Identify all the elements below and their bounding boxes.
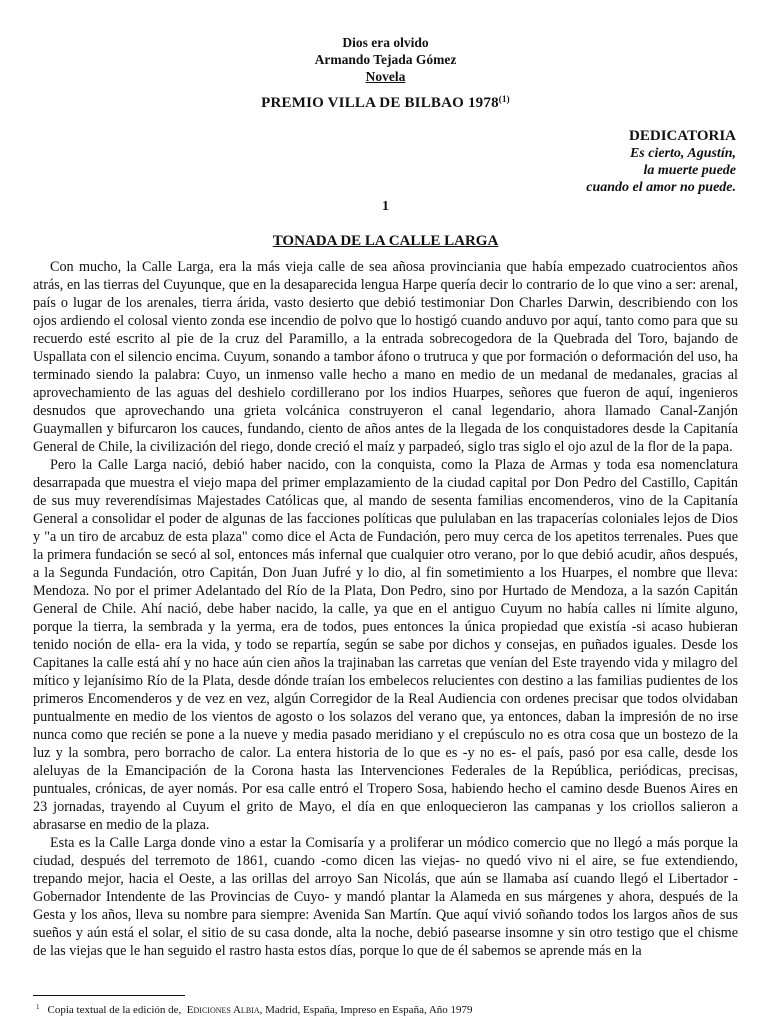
title-block bbox=[33, 34, 738, 112]
genre-label: Novela bbox=[365, 69, 406, 84]
footnote-publisher: Ediciones Albia bbox=[186, 1004, 260, 1016]
chapter-title: TONADA DE LA CALLE LARGA bbox=[272, 233, 499, 249]
body-text bbox=[33, 258, 738, 960]
footnote bbox=[36, 1000, 473, 1017]
award-footnote-mark: (1) bbox=[498, 94, 510, 104]
chapter-number: 1 bbox=[382, 199, 389, 214]
dedication bbox=[33, 127, 738, 196]
footnote-mark: 1 bbox=[36, 1003, 40, 1011]
footnote-prefix: Copia textual de la edición de, bbox=[47, 1004, 182, 1016]
paragraph: Pero la Calle Larga nació, debió haber nacido, con la conquista, como la Plaza de Armas y toda esa nomenclatura desarrapada que muestra el viejo mapa del primer emplazamiento de la ciudad capital por Don Pedro del Castillo, Capitán de sus muy reverendísimas Majestades Católicas que, al mando de sesenta familias encomenderos, vino de la Capitanía General a consolidar el poder de algunas de las facciones políticas que pululaban en las trapacerías coloniales lejos de Dios y "a un tiro de arcabuz de esta plaza" como dice el Acta de Fundación, pero muy cerca de los apetitos terrenales. Pues que la primera fundación se secó al sol, entonces más infernal que cualquier otro verano, por lo que debió acudir, años después, a la Segunda Fundación, otro Capitán, Don Juan Jufré y lo dio, al fin sometimiento a los Huarpes, el nombre que lleva: Mendoza. No por el primer Adelantado del Río de la Plata, Don Pedro, sino por Hurtado de Mendoza, a la sazón Capitán General de Chile. Ahí nació, debe haber nacido, la calle, ya que en el antiguo Cuyum no había calles ni límite alguno, porque la tierra, la sembrada y la yerma, era de todos, pues entonces la única propiedad que existía -si acaso hubieran tenido noción de ella- era la vida, y todo se repartía, según se sabe por dichos y consejas, en puñados iguales. Desde los Capitanes la calle está ahí y no hace aún cien años la trajinaban las carretas que venían del Este trayendo vida y milagro del mítico y lejanísimo Río de la Plata, desde dónde traían los embelecos relucientes con destino a las familias pudientes de los primeros Encomenderos y de vez en vez, algún Corregidor de la Real Audiencia con ordenes precisar que todos olvidaban puntualmente en medio de los vientos de agosto o los solazos del verano que, ya entonces, daban la impresión de no irse nunca como que recién se pone a la nueve y media pasado meridiano y el crepúsculo no es otra cosa que un bostezo de la luz y la sombra, pero borracho de calor. La entera historia de lo que es -y no es- el país, pasó por esa calle, desde los aleluyas de la Emancipación de la Corona hasta las Intervenciones Federales de la República, periódicas, precisas, puntuales, crónicas, de ayer nomás. Por esa calle entró el Tropero Sosa, habiendo hecho el camino desde Buenos Aires en 23 jornadas, trayendo al Cuyum el grito de Mayo, el día en que enloquecieron las campanas y los criollos salieron a abrasarse en medio de la plaza. bbox=[33, 457, 738, 833]
award-name: PREMIO VILLA DE BILBAO 1978 bbox=[261, 95, 499, 111]
author-name: Armando Tejada Gómez bbox=[314, 52, 457, 67]
dedication-line: cuando el amor no puede. bbox=[586, 180, 736, 195]
dedication-heading: DEDICATORIA bbox=[629, 128, 736, 144]
dedication-line: Es cierto, Agustín, bbox=[629, 146, 736, 161]
paragraph: Esta es la Calle Larga donde vino a estar la Comisaría y a proliferar un módico comercio que no llegó a más porque la ciudad, después del terremoto de 1861, cuando -como dicen las viejas- no quedó vivo ni el aire, se fue extendiendo, trepando mejor, hacia el Oeste, a las orillas del arroyo San Nicolás, que aún se llamaba así cuando llegó el Libertador -Gobernador Intendente de las Provincias de Cuyo- y mandó plantar la Alameda en sus márgenes y ahora, después de la Gesta y los años, lleva su nombre para siempre: Avenida San Martín. Que aquí vivió soñando todos los largos años de sus sueños y aún está el solar, el sitio de su casa donde, alta la noche, debió pasearse insomne y sin otro testigo que el chisme de las viejas que le han seguido el rastro hasta estos días, porque lo que de él sabemos se aprende más en la bbox=[33, 835, 738, 959]
footnote-divider bbox=[33, 995, 185, 996]
book-title: Dios era olvido bbox=[342, 35, 429, 50]
award-line bbox=[33, 91, 738, 112]
footnote-rest: , Madrid, España, Impreso en España, Año 1979 bbox=[259, 1004, 473, 1016]
paragraph: Con mucho, la Calle Larga, era la más vieja calle de sea añosa provinciania que había empezado cuatrocientos años atrás, en las tierras del Cuyunque, que en la desaparecida lengua Harpe quería decir lo contrario de lo que vino a ser: arenal, país o lugar de los arenales, tierra árida, vasto desierto que debió testimoniar Don Charles Darwin, describiendo con los ojos ardiendo el colosal viento zonda ese incendio de polvo que lo hostigó cuando anduvo por aquí, tanto como para que su recuerdo esté escrito al pie de la cruz del Paramillo, a la entrada sobrecogedora de la Quebrada del Toro, bajando de Uspallata con el silencio encima. Cuyum, sonando a tambor áfono o trutruca y que por formación o deformación del uso, ha terminado siendo la palabra: Cuyo, un inmenso valle hecho a mano en medio de un medanal de medanales, gracias al aprovechamiento de las aguas del deshielo cordillerano por los indios Huarpes, señores que fueron de aquí, ingenieros desnudos que aprovechando una grieta volcánica construyeron el canal legendario, ahora llamado Canal-Zanjón Guaymallen y bifurcaron los cauces, fundando, ciento de años antes de la llegada de los conquistadores desde la Capitanía General de Chile, la civilización del riego, donde creció el maíz y parpadeó, siglo tras siglo el ojo azul de la flor de la papa. bbox=[33, 259, 738, 455]
dedication-line: la muerte puede bbox=[643, 163, 736, 178]
